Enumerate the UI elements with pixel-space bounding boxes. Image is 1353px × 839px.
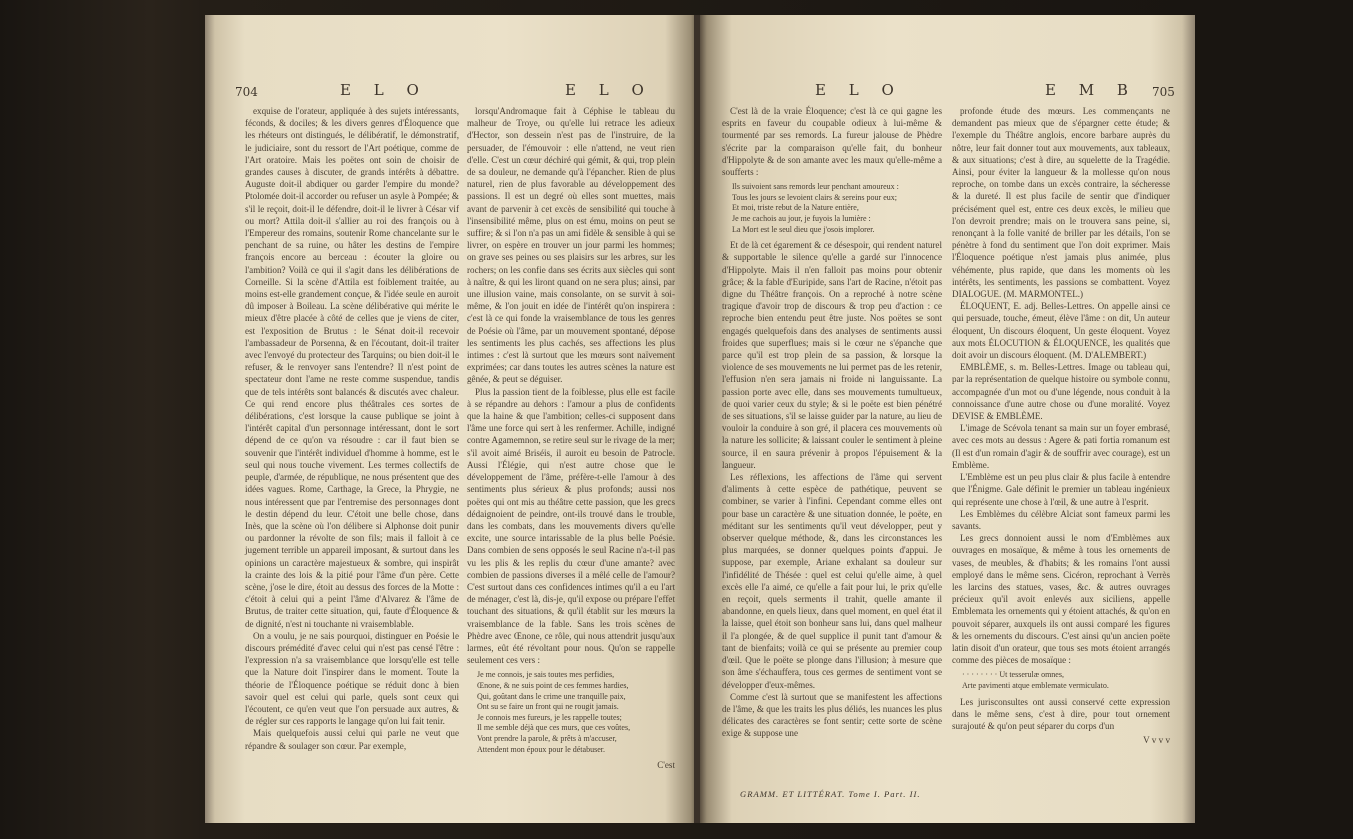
running-head: E L O	[815, 81, 903, 99]
page-footer: GRAMM. ET LITTÉRAT. Tome I. Part. II.	[740, 789, 921, 799]
entry-eloquent: ÉLOQUENT, E. adj. Belles-Lettres. On appelle ainsi ce qui persuade, touche, émeut, élève l'âme : on dit, Un auteur éloquent, Un discours éloquent, Un geste éloquent. Voyez aux mots ÉLOCUTION & ÉLOQUENCE, les qualités que doit avoir un discours éloquent. (M. D'ALEMBERT.)	[952, 301, 1170, 361]
paragraph: lorsqu'Andromaque fait à Céphise le tableau du malheur de Troye, ou qu'elle lui retrace les adieux d'Hector, son dessein n'est pas de l'instruire, de la persuader, de l'émouvoir : elle n'attend, ne veut rien d'elle. C'est un cœur déchiré qui gémit, & qui, trop plein de sa douleur, ne demande qu'à l'épancher. Rien de plus naturel, rien de plus favorable au développement des passions. Il est un degré où elles sont muettes, mais avant de parvenir à cet excès de sensibilité qui touche à l'insensibilité même, plus on est ému, moins on peut se suffire; & si l'on n'a pas un ami fidèle & sensible à qui se livrer, on espère en trouver un jour parmi les hommes; on grave ses peines ou ses plaisirs sur les arbres, sur les rochers; on les confie dans ses écrits aux siècles qui sont à naître, & qui les liront quand on ne sera plus; ainsi, par une illusion vaine, mais consolante, on se survit à soi-même, & l'on jouit en idée de l'intérêt qu'on inspirera : c'est là ce qui fonde la vraisemblance de tous les genres de Poésie où l'âme, par un mouvement spontané, dépose les sentiments les plus cachés, ses affections les plus intimes : c'est là surtout que les mœurs sont naïvement exprimées; car dans toutes les autres scènes la nature est gênée, & peut se déguiser.	[467, 106, 675, 385]
signature-mark: V v v v	[1143, 735, 1170, 746]
paragraph: Les réflexions, les affections de l'âme qui servent d'aliments à cette espèce de pathétique, peuvent se combiner, se varier à l'infini. Cependant comme elles ont pour base un caractère & une situation donnée, le poëte, en méditant sur les sentiments qu'il veut développer, peut y observer quelque méthode, &, dans les circonstances les plus marquées, se donner quelques points d'appui. Je suppose, par exemple, Ariane exhalant sa douleur sur l'infidélité de Thésée : quel est celui qu'elle aime, à quel excès elle l'a aimé, ce qu'elle a fait pour lui, le prix qu'elle en reçoit, quels serments il trahit, quelle amante il abandonne, en quels lieux, dans quel moment, en quel état il la laisse, quel étoit son bonheur sans lui, dans quel malheur il l'a plongée, & de quel supplice il punit tant d'amour & tant de bienfaits; voilà ce qui se présente au premier coup d'œil. Que le poëte se plonge dans l'illusion; à mesure que son âme s'échauffera, tous ces germes de sentiment vont se développer d'eux-mêmes.	[722, 472, 942, 690]
page-number: 705	[1152, 85, 1175, 99]
verse-line: Je me cachois au jour, je fuyois la lumière :	[732, 214, 871, 223]
verse-line: Attendent mon époux pour le détabuser.	[477, 744, 605, 754]
verse-quote	[732, 182, 942, 235]
verse-line: Arte pavimenti atque emblemate vermiculato.	[962, 680, 1109, 690]
verse-line: · · · · · · · · Ut tesserulæ omnes,	[962, 670, 1064, 680]
paragraph: profonde étude des mœurs. Les commençants ne demandent pas mieux que de s'épargner cette étude; & l'exemple du Théâtre anglois, encore barbare auprès du nôtre, leur fait donner tout aux mouvements, aux tableaux, & aux situations; c'est à dire, au squelette de la Tragédie. Ainsi, pour éviter la langueur & la mollesse qu'on nous reproche, on tombe dans un excès contraire, la sécheresse & la dureté. Il est plus facile de sentir que d'indiquer précisément quel est, entre ces deux excès, le milieu que l'on devroit prendre; mais on le trouvera sans peine, si, renonçant à la folle vanité de briller par les détails, l'on se pénètre à fond du sentiment que l'on doit exprimer. Mais l'Éloquence poétique n'est jamais plus animée, plus véhémente, plus rapide, que dans les moments où les intérêts, les sentiments, les passions se combattent. Voyez DIALOGUE. (M. MARMONTEL.)	[952, 106, 1170, 300]
verse-line: Vont prendre la parole, & prêts à m'accuser,	[477, 733, 617, 743]
running-head: E L O	[565, 81, 653, 99]
verse-line: Tous les jours se levoient clairs & sereins pour eux;	[732, 192, 897, 202]
verse-line: Œnone, & ne suis point de ces femmes hardies,	[477, 680, 629, 690]
paragraph: Comme c'est là surtout que se manifestent les affections de l'âme, & que les traits les plus déliés, les nuances les plus délicates des caractères se font sentir; cette sorte de scène exige & suppose une	[722, 691, 942, 739]
paragraph: Plus la passion tient de la foiblesse, plus elle est facile à se répandre au dehors : l'amour a plus de confidents que la haine & que l'ambition; celles-ci supposent dans l'âme une force qui sert à les renfermer. Achille, indigné contre Agamemnon, se retire seul sur le rivage de la mer; s'il avoit aimé Briséis, il auroit eu besoin de Patrocle. Aussi l'Élégie, qui n'est autre chose que le développement de l'âme, préfère-t-elle l'amour à des sentiments plus sérieux & plus profonds; aussi nos poëtes qui ont mis au théâtre cette passion, que les grecs dédaignoient de peindre, ont-ils trouvé dans le trouble, dans les combats, dans les mouvements divers qu'elle excite, une source intarissable de la plus belle Poésie. Dans combien de sens opposés le seul Racine n'a-t-il pas vu les plis & les replis du cœur d'une amante? avec combien de passions diverses il a mêlé celle de l'amour? C'est surtout dans ces confidences intimes qu'il a eu l'art de ménager, c'est là, dis-je, qu'il expose ou prépare l'effet touchant des situations, & qu'il établit sur les mœurs la vraisemblance de la fable. Sans les trois scènes de Phèdre avec Œnone, ce rôle, qui nous attendrit jusqu'aux larmes, eût été révoltant pour nous. Qu'on se rappelle seulement ces vers :	[467, 386, 675, 666]
verse-line: La Mort est le seul dieu que j'osois implorer.	[732, 224, 875, 234]
paragraph: L'Emblème est un peu plus clair & plus facile à entendre que l'Énigme. Gale définit le premier un tableau ingénieux qui représente une chose à l'œil, & une autre à l'esprit.	[952, 472, 1170, 507]
text-column-1	[722, 105, 942, 740]
verse-line: Je connois mes fureurs, je les rappelle toutes;	[477, 712, 622, 722]
paragraph: C'est là de la vraie Éloquence; c'est là ce qui gagne les esprits en faveur du coupable odieux à lui-même & tourmenté par ses remords. La fureur jalouse de Phèdre s'écrite par la comparaison qu'elle fait, du bonheur d'Hippolyte & de son amante avec les maux qu'elle-même a soufferts :	[722, 106, 942, 178]
paragraph: Mais quelquefois aussi celui qui parle ne veut que répandre & soulager son cœur. Par exemple,	[245, 728, 459, 751]
catchword: C'est	[657, 760, 675, 771]
paragraph: Les Emblèmes du célèbre Alciat sont fameux parmi les savants.	[952, 508, 1170, 531]
left-page	[205, 15, 698, 823]
paragraph: exquise de l'orateur, appliquée à des sujets intéressants, féconds, & dociles; & les divers genres d'Éloquence que les rhéteurs ont distingués, le délibératif, le démonstratif, le judiciaire, sont du ressort de l'Art poétique, comme de l'Art oratoire. Mais les poëtes ont soin de choisir de grandes causes à discuter, de grands intérêts à débattre. Auguste doit-il abdiquer ou garder l'empire du monde? Ptolomée doit-il accorder ou refuser un asyle à Pompée; & s'il le reçoit, doit-il le défendre, doit-il le livrer à César vif ou mort? Attila doit-il s'allier au roi des françois ou à l'Empereur des romains, soutenir Rome chancelante sur le penchant de sa ruine, ou hâter les destins de l'empire françois encore au berceau : écouter la gloire ou l'ambition? Voilà ce qui il s'agit dans les délibérations de Corneille. Si la scène d'Attila est foiblement traitée, au moins est-elle grandement conçue, & l'idée seule en auroit dû imposer à Boileau. La scène délibérative qui mérite le mieux d'être placée à côté de celles que je viens de citer, est l'exposition de Brutus : le Sénat doit-il recevoir l'ambassadeur de Porsenna, & en l'écoutant, doit-il traiter avec l'envoyé du protecteur des Tarquins; ou bien doit-il le refuser, & le renvoyer sans l'entendre? Il n'est point de spectateur dont l'ame ne reste comme suspendue, tandis que de tels intérêts sont balancés & discutés avec chaleur. Ce qui rend encore plus théâtrales ces sortes de délibérations, c'est lorsque la cause publique se joint à l'intérêt capital d'un personnage intéressant, dont le sort dépend de ce qu'on va résoudre : car il faut bien se souvenir que l'intérêt individuel d'homme à homme, est le seul qui nous touche vivement. Les termes collectifs de peuple, d'armée, de république, ne nous présentent que des idées vagues. Rome, Carthage, la Grece, la Phrygie, ne nous intéressent que par l'entremise des personnages dont le destin dépend du leur. C'étoit une belle chose, dans Inès, que la scène où l'on délibere si Alphonse doit punir ou pardonner la révolte de son fils; mais il falloit à ce jugement terrible un appareil imposant, & surtout dans les opinions un caractère majestueux & sombre, qui inspirât la crainte des lois & la pitié pour l'âme d'un père. Cette scène, j'ose le dire, étoit au dessus des forces de la Motte : c'étoit à celui qui a peint l'âme d'Alvarez & l'âme de Brutus, de traiter cette situation, qui, faute d'Éloquence & de dignité, n'est ni touchante ni vraisemblable.	[245, 106, 459, 629]
verse-line: Qui, goûtant dans le crime une tranquille paix,	[477, 691, 626, 701]
paragraph: Les jurisconsultes ont aussi conservé cette expression dans le même sens, c'est à dire, pour tout ornement surajouté & qu'on peut séparer du corps d'un	[952, 696, 1170, 731]
paragraph: L'image de Scévola tenant sa main sur un foyer embrasé, avec ces mots au dessus : Agere & pati fortia romanum est (Il est d'un romain d'agir & de souffrir avec courage), est un Emblème.	[952, 423, 1170, 470]
text-column-2	[467, 105, 675, 771]
running-head: E M B	[1045, 81, 1137, 99]
entry-embleme: EMBLÈME, s. m. Belles-Lettres. Image ou tableau qui, par la représentation de quelque histoire ou symbole connu, accompagnée d'un mot ou d'une légende, nous conduit à la connoissance d'une autre chose ou d'une moralité. Voyez DEVISE & EMBLÈME.	[952, 362, 1170, 422]
page-number: 704	[235, 85, 258, 99]
verse-line: Ils suivoient sans remords leur penchant amoureux :	[732, 182, 899, 192]
running-head: E L O	[340, 81, 428, 99]
right-page	[700, 15, 1195, 823]
verse-line: Il me semble déjà que ces murs, que ces voûtes,	[477, 723, 631, 733]
verse-line: Et moi, triste rebut de la Nature entière,	[732, 203, 859, 213]
paragraph: Et de là cet égarement & ce désespoir, qui rendent naturel & supportable le silence qu'elle a gardé sur l'innocence d'Hippolyte. Mais il n'en falloit pas moins pour obtenir grâce; & la fable d'Euripide, sans l'art de Racine, n'étoit pas digne du Théâtre françois. On a reproché à notre scène tragique d'avoir trop de discours & trop peu d'action : ce reproche bien entendu peut être juste. Nos poëtes se sont engagés quelquefois dans des analyses de sentiments aussi froides que superflues; mais si le cœur ne s'épanche que parce qu'il est trop plein de sa passion, & lorsque la violence de ses mouvements ne lui permet pas de les retenir, l'effusion n'en sera jamais ni froide ni languissante. La passion porte avec elle, dans ses mouvements tumultueux, de quoi varier ceux du style; & si le poëte est bien pénétré de ses situations, s'il se laisse guider par la nature, au lieu de vouloir la conduire à son gré, il placera ces mouvements où la nature les sollicite; & laissant couler le sentiment à pleine source, il en saura prévenir à propos l'épuisement & la langueur.	[722, 240, 942, 470]
verse-line: Ont su se faire un front qui ne rougit jamais.	[477, 702, 619, 712]
text-column-2	[952, 105, 1170, 746]
text-column-1	[245, 105, 459, 752]
verse-quote	[477, 670, 675, 755]
latin-quote	[962, 670, 1170, 691]
paragraph: Les grecs donnoient aussi le nom d'Emblèmes aux ouvrages en mosaïque, & même à tous les ornements de vases, de meubles, & d'habits; & les romains l'ont aussi employé dans le même sens. Cicéron, reprochant à Verrès les larcins des statues, vases, &c. & autres ouvrages précieux qu'il avoit enlevés aux siciliens, appelle Emblemata les ornements qui y étoient attachés, & qu'on en pouvoit séparer, auxquels ils ont aussi comparé les figures & les ornements du discours. C'est ainsi qu'un ancien poëte latin disoit d'un orateur, que tous ses mots étoient arrangés comme des pièces de mosaïque :	[952, 533, 1170, 666]
paragraph: On a voulu, je ne sais pourquoi, distinguer en Poésie le discours prémédité d'avec celui qui n'est pas censé l'être : l'expression n'a sa vraisemblance que lorsqu'elle est telle que la Nature doit l'inspirer dans le moment. Toute la théorie de l'Éloquence poétique se réduit donc à bien savoir quel est celui qui parle, quels sont ceux qui l'écoutent, ce qu'en veut que l'on persuade aux autres, & de régler sur ces rapports le langage qu'on lui fait tenir.	[245, 630, 459, 727]
verse-line: Je me connois, je sais toutes mes perfidies,	[477, 670, 615, 680]
